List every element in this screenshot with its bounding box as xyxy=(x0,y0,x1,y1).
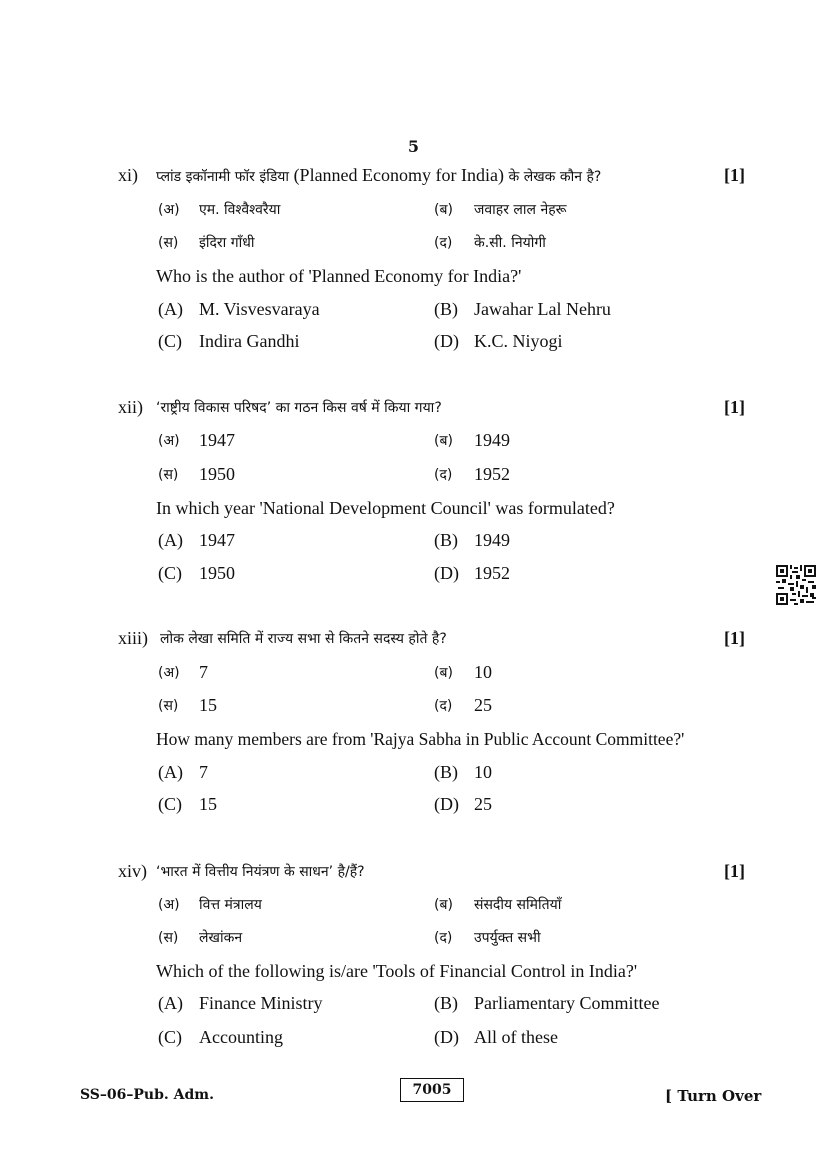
option-value: लेखांकन xyxy=(199,930,243,946)
turn-over-note: [ Turn Over xyxy=(665,1087,762,1105)
option-label: (B) xyxy=(434,299,458,319)
option-label: (स) xyxy=(158,467,179,483)
option-label: (A) xyxy=(158,299,183,319)
option-value: Indira Gandhi xyxy=(199,331,300,351)
option-label: (ब) xyxy=(434,202,453,218)
option-label: (B) xyxy=(434,993,458,1013)
option-label: (अ) xyxy=(158,202,180,218)
question-hindi-part: प्लांड इकॉनामी फॉर इंडिया xyxy=(156,169,290,185)
option-value: 1949 xyxy=(474,530,510,550)
option-label: (B) xyxy=(434,530,458,550)
question-hindi-tail: के लेखक कौन है? xyxy=(508,169,602,185)
paper-code: SS–06–Pub. Adm. xyxy=(80,1087,214,1103)
marks: [1] xyxy=(724,397,745,417)
option-label: (C) xyxy=(158,794,182,814)
option-value: 1952 xyxy=(474,464,510,484)
question-number: xi) xyxy=(118,165,138,185)
option-label: (C) xyxy=(158,331,182,351)
option-value: Finance Ministry xyxy=(199,993,323,1013)
option-label: (ब) xyxy=(434,897,453,913)
option-value: M. Visvesvaraya xyxy=(199,299,320,319)
question-english-text: Who is the author of 'Planned Economy for India?' xyxy=(156,266,522,286)
question-hindi-text xyxy=(156,164,601,188)
option-label: (अ) xyxy=(158,433,180,449)
option-label: (द) xyxy=(434,698,453,714)
option-label: (ब) xyxy=(434,665,453,681)
question-hindi-text: लोक लेखा समिति में राज्य सभा से कितने सदस्य होते है? xyxy=(160,631,447,647)
option-label: (अ) xyxy=(158,897,180,913)
option-value: जवाहर लाल नेहरू xyxy=(474,202,567,218)
option-value: 25 xyxy=(474,695,492,715)
option-label: (A) xyxy=(158,530,183,550)
question-number: xiii) xyxy=(118,628,148,648)
option-label: (D) xyxy=(434,563,459,583)
question-number: xiv) xyxy=(118,861,147,881)
question-english-part: (Planned Economy for India) xyxy=(289,165,509,185)
option-label: (स) xyxy=(158,930,179,946)
question-hindi-text: ‘भारत में वित्तीय नियंत्रण के साधन’ है/हैं? xyxy=(156,864,365,880)
option-label: (ब) xyxy=(434,433,453,449)
series-code-box: 7005 xyxy=(400,1078,464,1102)
question-number: xii) xyxy=(118,397,143,417)
page-number: 5 xyxy=(407,137,420,156)
option-value: All of these xyxy=(474,1027,558,1047)
option-value: 10 xyxy=(474,662,492,682)
marks: [1] xyxy=(724,165,745,185)
option-value: एम. विश्वैश्वरैया xyxy=(199,202,281,218)
option-value: 15 xyxy=(199,794,217,814)
qr-code-icon xyxy=(776,565,816,605)
option-value: 15 xyxy=(199,695,217,715)
option-label: (द) xyxy=(434,467,453,483)
option-value: 1949 xyxy=(474,430,510,450)
option-label: (D) xyxy=(434,331,459,351)
option-value: Jawahar Lal Nehru xyxy=(474,299,611,319)
question-hindi-text: ‘राष्ट्रीय विकास परिषद’ का गठन किस वर्ष में किया गया? xyxy=(156,400,442,416)
option-label: (स) xyxy=(158,235,179,251)
option-value: 1950 xyxy=(199,563,235,583)
option-value: 7 xyxy=(199,762,208,782)
option-value: K.C. Niyogi xyxy=(474,331,563,351)
option-value: Parliamentary Committee xyxy=(474,993,660,1013)
option-value: 7 xyxy=(199,662,208,682)
option-value: वित्त मंत्रालय xyxy=(199,897,262,913)
option-label: (द) xyxy=(434,235,453,251)
option-value: के.सी. नियोगी xyxy=(474,235,546,251)
option-value: 25 xyxy=(474,794,492,814)
option-label: (C) xyxy=(158,563,182,583)
marks: [1] xyxy=(724,861,745,881)
question-english-text: How many members are from 'Rajya Sabha in Public Account Committee?' xyxy=(156,729,685,749)
option-value: 1950 xyxy=(199,464,235,484)
question-english-text: Which of the following is/are 'Tools of Financial Control in India?' xyxy=(156,961,638,981)
option-label: (अ) xyxy=(158,665,180,681)
option-value: उपर्युक्त सभी xyxy=(474,930,541,946)
option-value: इंदिरा गाँधी xyxy=(199,235,255,251)
option-label: (स) xyxy=(158,698,179,714)
option-label: (A) xyxy=(158,993,183,1013)
option-label: (D) xyxy=(434,794,459,814)
question-english-text: In which year 'National Development Council' was formulated? xyxy=(156,498,615,518)
option-value: 1947 xyxy=(199,430,235,450)
option-value: 1947 xyxy=(199,530,235,550)
option-value: 1952 xyxy=(474,563,510,583)
option-label: (B) xyxy=(434,762,458,782)
option-label: (A) xyxy=(158,762,183,782)
option-label: (D) xyxy=(434,1027,459,1047)
option-value: 10 xyxy=(474,762,492,782)
option-value: संसदीय समितियाँ xyxy=(474,897,562,913)
option-value: Accounting xyxy=(199,1027,283,1047)
option-label: (C) xyxy=(158,1027,182,1047)
marks: [1] xyxy=(724,628,745,648)
option-label: (द) xyxy=(434,930,453,946)
